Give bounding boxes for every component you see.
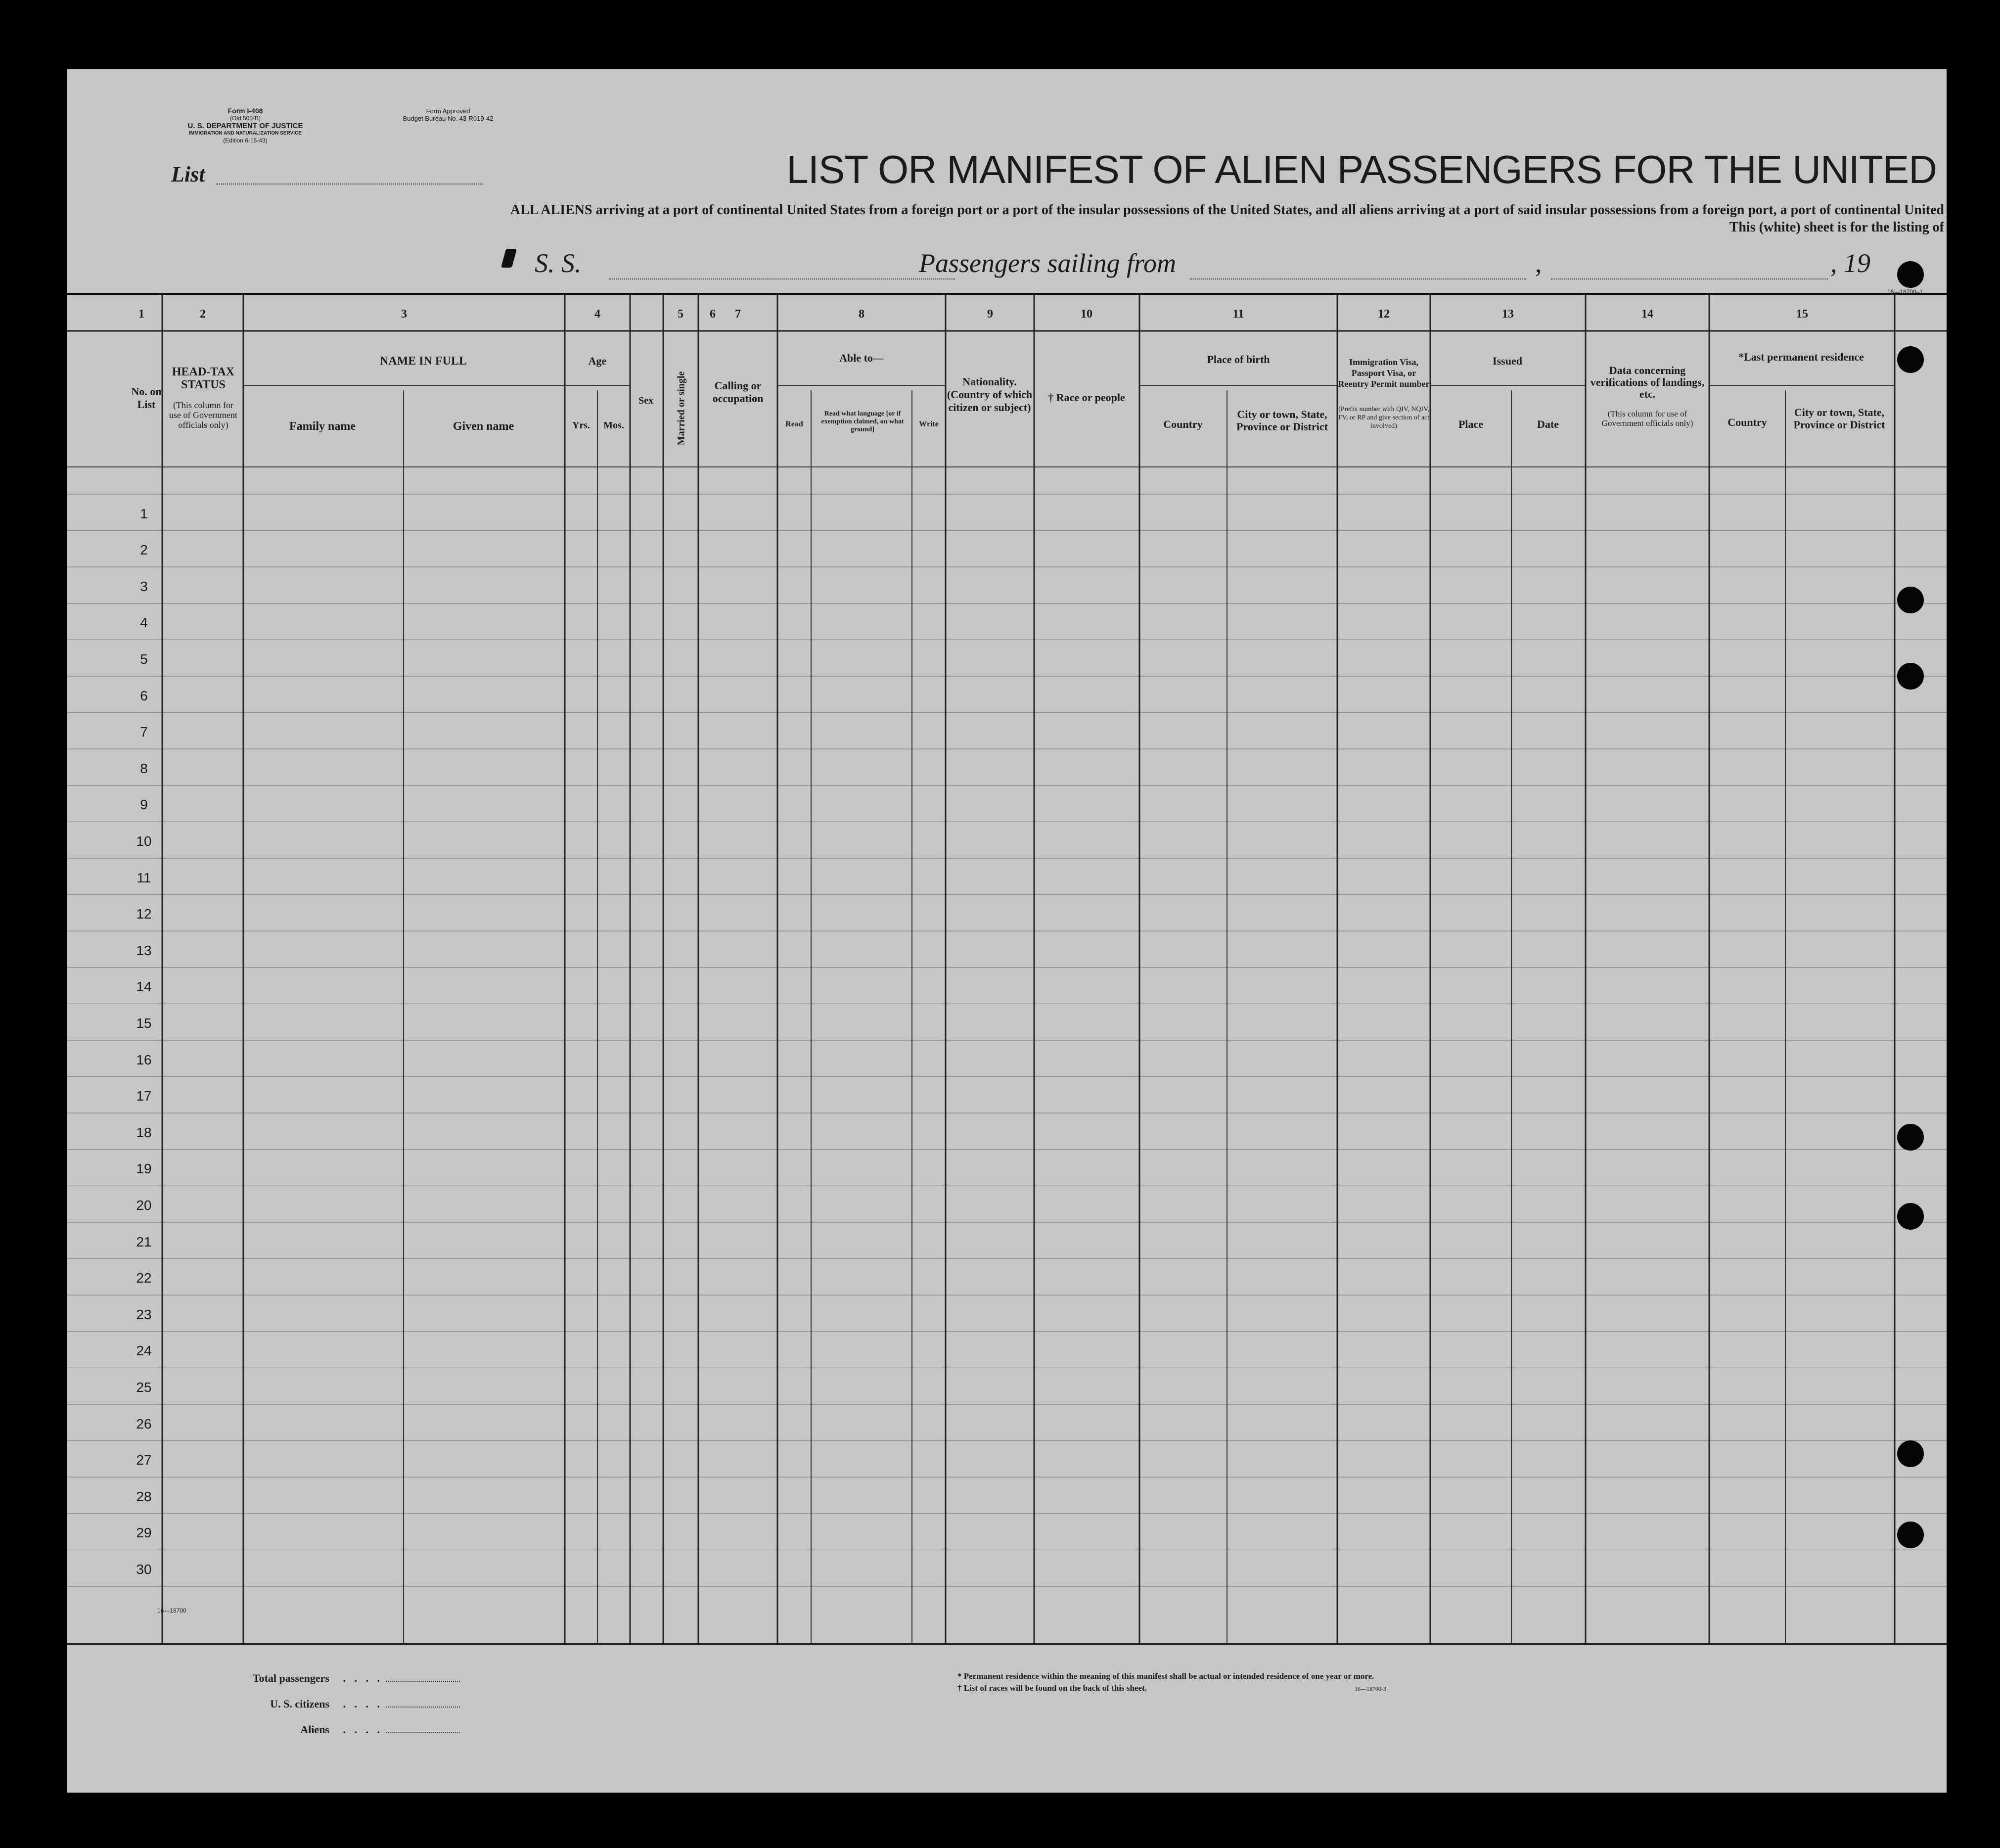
sailing-label: Passengers sailing from [919,248,1177,278]
row-number: 11 [136,870,151,885]
row-number: 26 [136,1416,152,1432]
header-res-country: Country [1727,416,1767,428]
binder-hole-2 [1897,346,1924,373]
header-issued-place: Place [1458,418,1484,430]
header-given-name: Given name [453,420,514,433]
us-citizens-row [235,1691,552,1717]
subtitle-line1: ALL ALIENS arriving at a port of continental United States from a foreign port or a port of the insular possessions of the United States, and all aliens arriving at a port of said insular possessions from a foreign port, a port of continental United [510,202,1944,218]
column-number: 12 [1378,308,1390,321]
row-number: 25 [136,1380,152,1395]
us-citizens-label: U. S. citizens [270,1698,329,1710]
row-number: 6 [140,688,148,703]
subtitle-line2: This (white) sheet is for the listing of [1729,220,1944,235]
print-code-top: 16—18700–1 [1887,288,1923,295]
header-sex: Sex [638,395,653,406]
column-number: 15 [1796,308,1808,321]
us-citizens-field[interactable] [386,1707,460,1708]
comma-1: , [1535,248,1542,278]
row-number: 18 [136,1124,152,1140]
column-number: 9 [987,308,993,321]
aliens-row [235,1717,552,1743]
column-number: 1 [138,308,144,321]
column-number: 13 [1502,308,1514,321]
binder-hole-6 [1897,1203,1924,1230]
header-head-tax-note: (This column for use of Government officials only) [169,400,237,430]
column-number: 6 [710,308,716,321]
total-passengers-dots: . . . . [343,1672,383,1684]
row-number: 12 [136,906,152,922]
row-number: 30 [136,1562,152,1577]
header-read: Read [785,420,803,428]
header-last-residence: *Last permanent residence [1738,351,1864,363]
row-number: 22 [136,1270,152,1286]
column-number: 2 [200,308,206,321]
budget-text: Budget Bureau No. 43-R019-42 [403,115,494,122]
row-number: 23 [136,1306,152,1322]
print-code-footnote: 16—18700-3 [1354,1685,1386,1692]
header-no-on-list: No. on List [131,385,162,411]
header-family-name: Family name [289,420,356,433]
year-prefix-text: 19 [1844,248,1870,278]
header-res-city: City or town, State, Province or District [1793,406,1885,431]
year-prefix: , 19 [1830,248,1870,278]
header-issued-date: Date [1537,418,1559,430]
row-number: 7 [140,724,148,740]
service: IMMIGRATION AND NATURALIZATION SERVICE [189,131,302,136]
approval-text: Form Approved [426,107,470,115]
row-number: 8 [140,760,148,776]
manifest-table-grid [67,69,1947,1793]
header-birth-city: City or town, State, Province or District [1236,408,1328,433]
edition: (Edition 6-15-43) [223,137,268,144]
row-number: 13 [136,942,152,958]
old-number: (Old 500-B) [229,115,261,122]
header-mos: Mos. [603,420,624,431]
header-age: Age [588,355,607,367]
footnotes [957,1670,1650,1695]
form-number: Form I-408 [227,107,263,115]
department: U. S. DEPARTMENT OF JUSTICE [187,122,303,130]
page-title: LIST OR MANIFEST OF ALIEN PASSENGERS FOR THE UNITED [786,147,1937,191]
manifest-sheet [67,69,1947,1793]
header-nationality: Nationality. (Country of which citizen or subject) [947,375,1033,414]
print-code-left: 16—18700 [157,1607,186,1614]
header-name-in-full: NAME IN FULL [379,355,467,368]
header-married: Married or single [676,371,687,446]
header-visa: Immigration Visa, Passport Visa, or Reentry Permit number [1338,357,1430,389]
header-calling: Calling or occupation [712,379,764,405]
row-number: 16 [136,1052,152,1067]
total-passengers-label: Total passengers [252,1672,329,1684]
totals-block [235,1665,552,1743]
header-birth-country: Country [1163,418,1203,430]
column-number: 7 [735,308,741,321]
row-number: 10 [136,833,152,849]
aliens-label: Aliens [300,1723,329,1736]
header-data-verification-note: (This column for use of Government officials only) [1601,409,1693,428]
row-number: 21 [136,1234,152,1249]
header-yrs: Yrs. [572,420,591,431]
column-number: 4 [594,308,600,321]
list-label: List [171,162,205,186]
row-number: 29 [136,1525,152,1541]
row-number: 1 [140,506,148,521]
header-race: † Race or people [1048,391,1125,404]
header-head-tax: HEAD-TAX STATUS [172,366,235,391]
us-citizens-dots: . . . . [343,1698,383,1710]
header-place-of-birth: Place of birth [1207,353,1270,366]
header-write: Write [919,420,939,428]
binder-hole-5 [1897,1124,1924,1151]
header-read-language: Read what language [or if exemption claimed, on what ground] [821,410,904,433]
aliens-dots: . . . . [343,1723,383,1736]
header-able-to: Able to— [839,352,884,364]
header-visa-note: (Prefix number with QIV, NQIV, FV, or RP and give section of act involved) [1338,406,1430,430]
footnote-residence: * Permanent residence within the meaning of this manifest shall be actual or intended residence of one year or more. [957,1671,1374,1681]
column-number: 5 [678,308,683,321]
row-number: 4 [140,615,148,631]
aliens-field[interactable] [386,1732,460,1733]
ship-prefix: S. S. [535,248,582,278]
header-data-verification: Data concerning verifications of landings, etc. [1590,364,1705,400]
binder-hole-8 [1897,1522,1924,1548]
row-number: 19 [136,1161,152,1177]
column-number: 8 [859,308,864,321]
row-number: 3 [140,578,148,594]
footnote-races [957,1682,1650,1695]
binder-hole-1 [1897,261,1924,288]
row-number: 14 [136,979,152,995]
column-number: 11 [1232,308,1244,321]
row-number: 5 [140,651,148,667]
column-number: 14 [1641,308,1653,321]
total-passengers-row [235,1665,552,1691]
header-issued: Issued [1493,355,1522,367]
row-number: 24 [136,1343,152,1359]
row-number: 27 [136,1452,152,1468]
row-number: 15 [136,1016,152,1031]
row-number: 17 [136,1088,152,1104]
total-passengers-field[interactable] [386,1681,460,1682]
row-number: 28 [136,1488,152,1504]
row-number: 2 [140,542,148,558]
binder-hole-3 [1897,587,1924,613]
row-number: 9 [140,797,148,813]
binder-hole-7 [1897,1440,1924,1467]
column-number: 3 [401,308,407,321]
binder-hole-4 [1897,663,1924,690]
footnote-races-text: † List of races will be found on the back of this sheet. [957,1683,1147,1693]
row-number: 20 [136,1198,152,1213]
column-number: 10 [1081,308,1092,321]
